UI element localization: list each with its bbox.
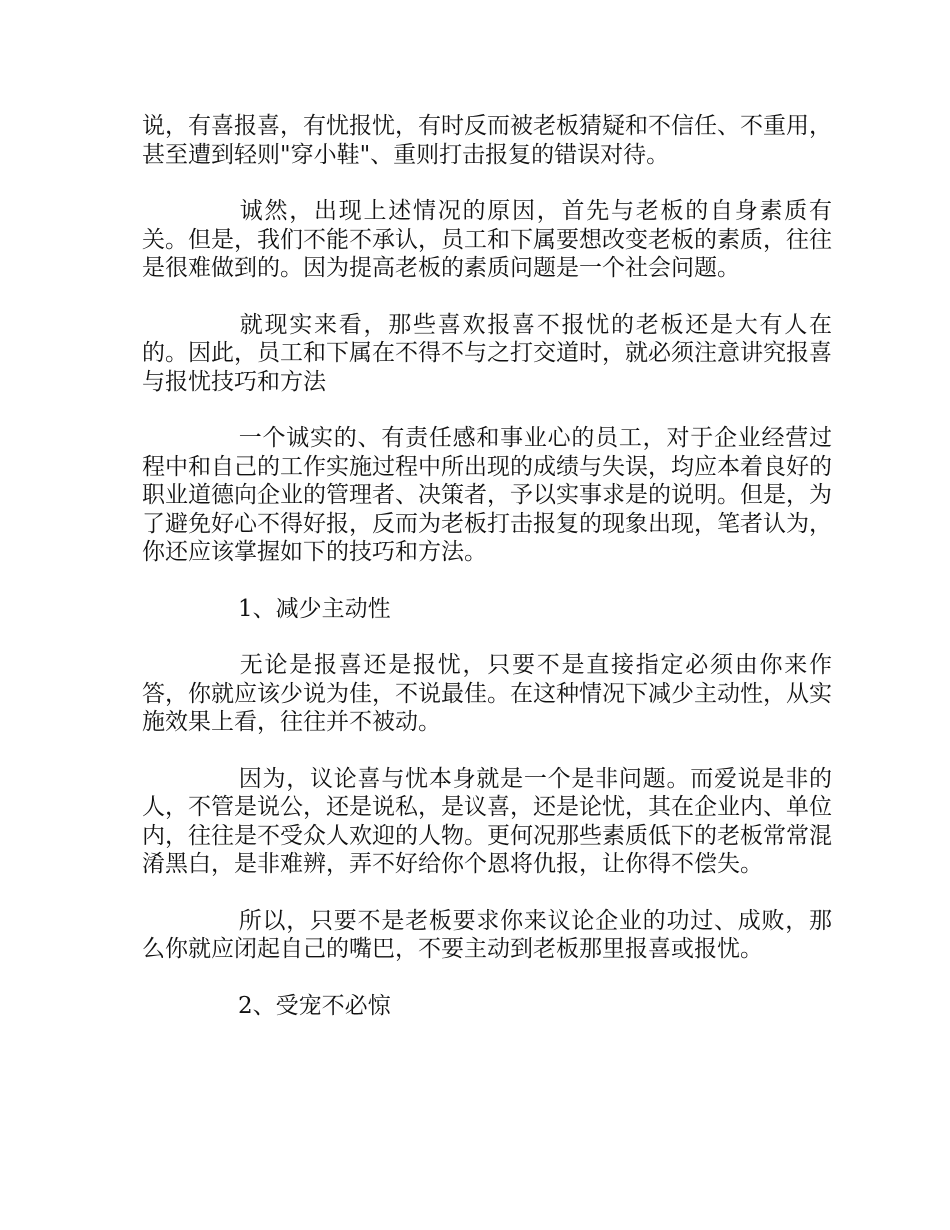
paragraph-4-text: 一个诚实的、有责任感和事业心的员工，对于企业经营过程中和自己的工作实施过程中所出现的成绩与失误，均应本着良好的职业道德向企业的管理者、决策者，予以实事求是的说明。但是，为了避免好心不得好报，反而为老板打击报复的现象出现，笔者认为，你还应该掌握如下的技巧和方法。 bbox=[142, 425, 832, 565]
section-heading-1 bbox=[142, 595, 832, 624]
paragraph-7-text: 所以，只要不是老板要求你来议论企业的功过、成败，那么你就应闭起自己的嘴巴，不要主动到老板那里报喜或报忧。 bbox=[142, 907, 832, 962]
paragraph-3 bbox=[142, 311, 832, 397]
paragraph-5-text: 无论是报喜还是报忧，只要不是直接指定必须由你来作答，你就应该少说为佳，不说最佳。在这种情况下减少主动性，从实施效果上看，往往并不被动。 bbox=[142, 652, 832, 735]
paragraph-5 bbox=[142, 651, 832, 737]
paragraph-6-text: 因为，议论喜与忧本身就是一个是非问题。而爱说是非的人，不管是说公，还是说私，是议喜，还是论忧，其在企业内、单位内，往往是不受众人欢迎的人物。更何况那些素质低下的老板常常混淆黑白，是非难辨，弄不好给你个恩将仇报，让你得不偿失。 bbox=[142, 765, 832, 877]
paragraph-6 bbox=[142, 765, 832, 879]
section-heading-1-text: 1、减少主动性 bbox=[238, 595, 391, 622]
paragraph-2-text: 诚然，出现上述情况的原因，首先与老板的自身素质有关。但是，我们不能不承认，员工和下属要想改变老板的素质，往往是很难做到的。因为提高老板的素质问题是一个社会问题。 bbox=[142, 198, 832, 281]
section-heading-2-text: 2、受宠不必惊 bbox=[238, 992, 391, 1019]
document-body bbox=[142, 112, 832, 1048]
paragraph-2 bbox=[142, 197, 832, 283]
paragraph-4 bbox=[142, 424, 832, 567]
section-heading-2 bbox=[142, 992, 832, 1021]
paragraph-1 bbox=[142, 112, 832, 169]
paragraph-7 bbox=[142, 907, 832, 964]
paragraph-3-text: 就现实来看，那些喜欢报喜不报忧的老板还是大有人在的。因此，员工和下属在不得不与之打交道时，就必须注意讲究报喜与报忧技巧和方法 bbox=[142, 311, 832, 395]
paragraph-1-text: 说，有喜报喜，有忧报忧，有时反而被老板猜疑和不信任、不重用，甚至遭到轻则"穿小鞋"、重则打击报复的错误对待。 bbox=[142, 113, 832, 168]
